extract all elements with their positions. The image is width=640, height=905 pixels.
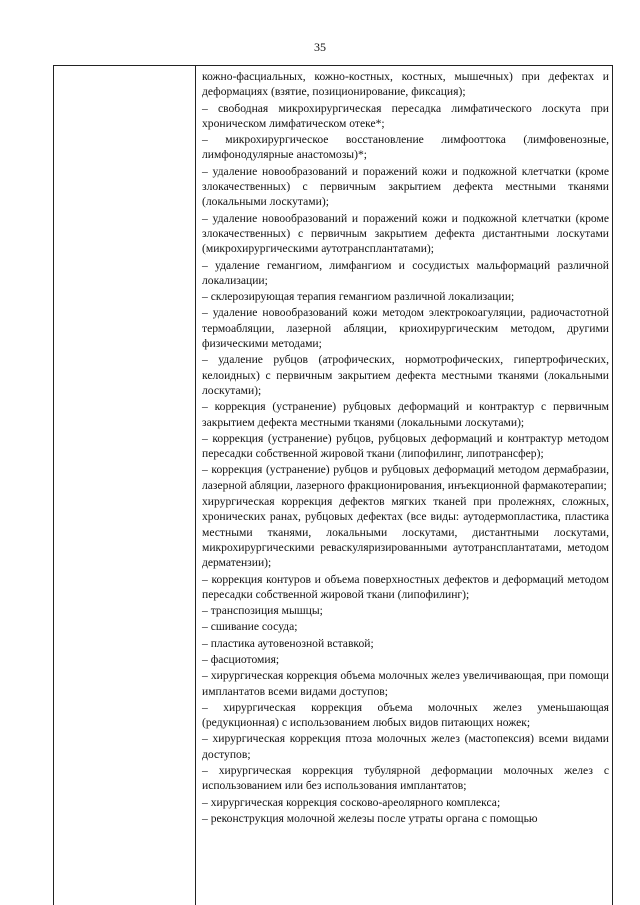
list-item: – хирургическая коррекция объема молочных желез увеличивающая, при помощи имплантатов всеми видами доступов;	[202, 669, 609, 698]
list-item: – реконструкция молочной железы после утраты органа с помощью	[202, 811, 538, 825]
list-item: – пластика аутовенозной вставкой;	[202, 636, 374, 650]
list-item: – склерозирующая терапия гемангиом различной локализации;	[202, 290, 515, 304]
list-item: – хирургическая коррекция птоза молочных желез (мастопексия) всеми видами доступов;	[202, 732, 609, 761]
list-item: – коррекция (устранение) рубцовых деформаций и контрактур с первичным закрытием дефекта местными тканями (локальными лоскутами);	[202, 400, 609, 429]
list-item: – удаление новообразований и поражений кожи и подкожной клетчатки (кроме злокачественных) с первичным закрытием дефекта местными тканями (локальными лоскутами);	[202, 164, 609, 209]
list-item: – хирургическая коррекция тубулярной деформации молочных желез с использованием или без использования имплантатов;	[202, 764, 609, 793]
table-right-border	[612, 66, 613, 905]
list-item: – коррекция (устранение) рубцов и рубцовых деформаций методом дермабразии, лазерной абляции, лазерного фракционирования, инъекционной фармакотерапии;	[202, 463, 609, 492]
list-item: – сшивание сосуда;	[202, 620, 298, 634]
list-item: – хирургическая коррекция сосково-ареолярного комплекса;	[202, 795, 501, 809]
list-item: – хирургическая коррекция объема молочных желез уменьшающая (редукционная) с использованием любых видов питающих ножек;	[202, 700, 609, 730]
list-item: хирургическая коррекция дефектов мягких тканей при пролежнях, сложных, хронических ранах, рубцовых дефектах (все виды: аутодермопластика, пластика местными тканями, локальными лоскутами, дистантными лоскутами, микрохирургическими реваскуляризированными аутотрансплантатами, методом дерматензии);	[202, 495, 609, 570]
list-item: – транспозиция мышцы;	[202, 604, 323, 618]
list-item: – удаление новообразований и поражений кожи и подкожной клетчатки (кроме злокачественных) с первичным закрытием дефекта дистантными лоскутами (микрохирургическими аутотрансплантатами);	[202, 211, 609, 256]
list-item: – коррекция контуров и объема поверхностных дефектов и деформаций методом пересадки собственной жировой ткани (липофилинг);	[202, 572, 609, 601]
list-item: кожно-фасциальных, кожно-костных, костных, мышечных) при дефектах и деформациях (взятие, позиционирование, фиксация);	[202, 70, 609, 99]
list-item: – свободная микрохирургическая пересадка лимфатического лоскута при хроническом лимфатическом отеке*;	[202, 101, 609, 130]
list-item: – удаление гемангиом, лимфангиом и сосудистых мальформаций различной локализации;	[202, 258, 609, 287]
procedures-table	[53, 65, 613, 905]
page-number: 35	[314, 40, 326, 54]
column-divider	[195, 66, 196, 905]
list-item: – микрохирургическое восстановление лимфооттока (лимфовенозные, лимфонодулярные анастомозы)*;	[202, 133, 609, 162]
list-item: – фасциотомия;	[202, 652, 280, 666]
list-item: – удаление рубцов (атрофических, нормотрофических, гипертрофических, келоидных) с первичным закрытием дефекта местными тканями (локальными лоскутами);	[202, 353, 609, 397]
list-item: – коррекция (устранение) рубцов, рубцовых деформаций и контрактур методом пересадки собственной жировой ткани (липофилинг, липотрансфер);	[202, 431, 609, 461]
procedures-text-cell	[202, 69, 609, 827]
list-item: – удаление новообразований кожи методом электрокоагуляции, радиочастотной термоабляции, лазерной абляции, криохирургическим методом, другими физическими методами;	[202, 306, 609, 351]
